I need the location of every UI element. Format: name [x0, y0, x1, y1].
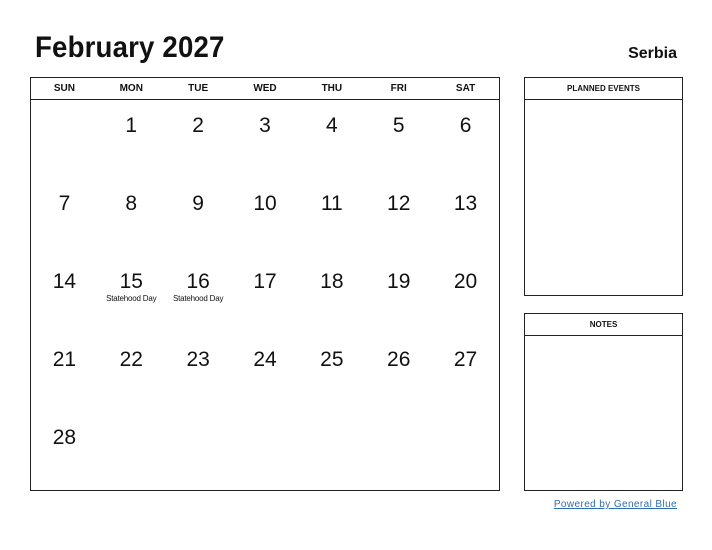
day-cell	[31, 334, 98, 412]
day-cell	[165, 412, 232, 490]
weekday-tue: TUE	[188, 83, 209, 94]
day-cell	[298, 100, 365, 178]
day-cell	[31, 178, 98, 256]
day-number: 5	[392, 114, 405, 137]
day-cell	[31, 100, 98, 178]
day-cell	[165, 178, 232, 256]
day-cell	[432, 178, 499, 256]
day-number	[432, 412, 499, 426]
powered-by-link[interactable]: Powered by General Blue	[553, 499, 677, 510]
day-number	[365, 412, 432, 426]
day-number: 11	[320, 192, 343, 215]
day-number: 24	[253, 348, 277, 371]
day-number	[31, 100, 98, 114]
day-cell	[31, 256, 98, 334]
day-cell	[31, 412, 98, 490]
day-cell	[98, 412, 165, 490]
day-number: 26	[387, 348, 411, 371]
day-cell	[432, 334, 499, 412]
weekday-fri: FRI	[390, 83, 407, 94]
weekday-sat: SAT	[455, 83, 476, 94]
day-number: 25	[320, 348, 344, 371]
day-cell	[98, 256, 165, 334]
day-cell	[365, 100, 432, 178]
weekday-header-row	[31, 78, 499, 100]
weekday-mon: MON	[119, 83, 143, 94]
day-number: 6	[459, 114, 472, 137]
day-number	[165, 412, 232, 426]
day-cell	[365, 178, 432, 256]
day-number: 2	[192, 114, 204, 137]
day-cell	[432, 256, 499, 334]
day-number	[232, 412, 299, 426]
day-cell	[298, 178, 365, 256]
day-number: 19	[387, 270, 411, 293]
weekday-sun: SUN	[53, 83, 75, 94]
day-cell	[232, 256, 299, 334]
day-number: 15	[119, 270, 143, 293]
day-number: 8	[125, 192, 138, 215]
day-number	[98, 412, 165, 426]
day-cell	[232, 412, 299, 490]
day-cell	[432, 100, 499, 178]
day-number: 14	[52, 270, 77, 293]
day-cell	[432, 412, 499, 490]
day-number: 7	[58, 192, 71, 215]
day-number: 28	[52, 426, 77, 449]
day-number: 21	[52, 348, 77, 371]
calendar-grid	[30, 77, 500, 491]
country-label: Serbia	[628, 45, 677, 62]
day-cell	[98, 334, 165, 412]
day-number: 23	[186, 348, 210, 371]
day-cell	[298, 412, 365, 490]
day-number: 3	[259, 114, 271, 137]
day-number: 22	[119, 348, 143, 371]
day-number	[298, 412, 365, 426]
day-cell	[165, 334, 232, 412]
day-cell	[165, 100, 232, 178]
planned-events-box	[524, 77, 683, 296]
day-number: 17	[253, 270, 277, 293]
day-cell	[232, 100, 299, 178]
day-number: 18	[320, 270, 344, 293]
day-cell	[232, 178, 299, 256]
holiday-label: Statehood Day	[106, 294, 157, 303]
day-number: 1	[125, 114, 138, 137]
weekday-wed: WED	[253, 83, 277, 94]
day-number: 27	[453, 348, 478, 371]
day-number: 16	[186, 270, 210, 293]
calendar-title: February 2027	[35, 31, 225, 64]
day-number: 9	[192, 192, 204, 215]
day-number: 4	[326, 114, 338, 137]
day-cell	[365, 412, 432, 490]
planned-events-header: PLANNED EVENTS	[525, 78, 682, 100]
day-cell	[98, 100, 165, 178]
notes-box	[524, 313, 683, 491]
notes-header: NOTES	[525, 314, 682, 336]
day-cell	[98, 178, 165, 256]
day-cell	[365, 256, 432, 334]
day-number: 12	[387, 192, 411, 215]
day-cell	[165, 256, 232, 334]
day-cell	[232, 334, 299, 412]
day-grid	[31, 100, 499, 490]
day-number: 13	[453, 192, 478, 215]
holiday-label: Statehood Day	[172, 294, 224, 303]
weekday-thu: THU	[321, 83, 343, 94]
day-number: 20	[453, 270, 478, 293]
day-number: 10	[253, 192, 277, 215]
day-cell	[365, 334, 432, 412]
day-cell	[298, 256, 365, 334]
day-cell	[298, 334, 365, 412]
